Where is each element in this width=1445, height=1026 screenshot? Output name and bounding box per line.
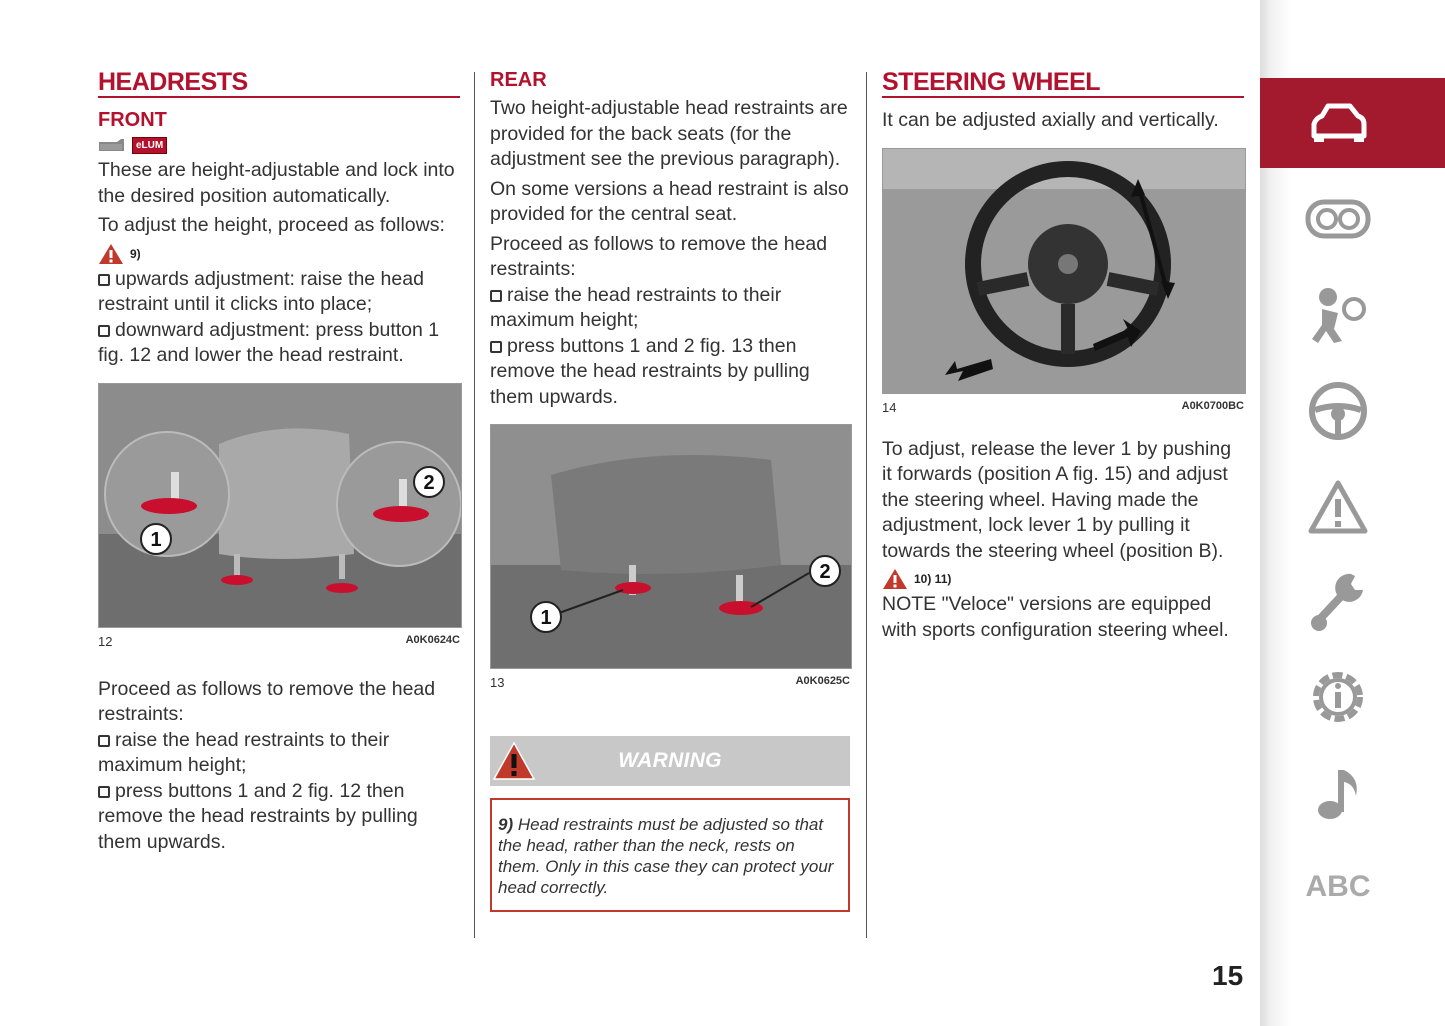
- figure-caption: [882, 400, 1244, 415]
- warning-body: [490, 798, 850, 912]
- headrest-illustration: [99, 384, 461, 627]
- section-title-headrests: HEADRESTS: [98, 68, 460, 98]
- list-item-text: downward adjustment: press button 1 fig. 12 and lower the head restraint.: [98, 318, 440, 366]
- airbag-icon[interactable]: [1300, 280, 1376, 350]
- fig-label-2: 2: [819, 561, 831, 583]
- fig-label-2: 2: [423, 471, 435, 494]
- figure-caption: [98, 634, 460, 649]
- paragraph: On some versions a head restraint is also provided for the central seat.: [490, 177, 849, 225]
- checkbox-bullet-icon: [490, 341, 502, 353]
- paragraph: To adjust the height, proceed as follows:: [98, 214, 445, 236]
- music-note-icon[interactable]: [1300, 758, 1376, 828]
- hand-pointer-icon: [98, 136, 128, 154]
- checkbox-bullet-icon: [490, 290, 502, 302]
- list-item: [98, 318, 460, 369]
- figure-12-image: [98, 383, 462, 628]
- list-item-text: raise the head restraints to their maximum height;: [98, 728, 390, 776]
- checkbox-bullet-icon: [98, 786, 110, 798]
- dashboard-icon[interactable]: [1300, 184, 1376, 254]
- section-title-steering-wheel: STEERING WHEEL: [882, 68, 1244, 98]
- list-item-text: upwards adjustment: raise the head restraint until it clicks into place;: [98, 267, 424, 315]
- warning-triangle-icon[interactable]: [1300, 472, 1376, 542]
- figure-13-image: [490, 424, 852, 669]
- checkbox-bullet-icon: [98, 735, 110, 747]
- warning-header: [490, 736, 850, 786]
- list-item-text: press buttons 1 and 2 fig. 13 then remove the head restraints by pulling them upwards.: [490, 334, 810, 408]
- checkbox-bullet-icon: [98, 274, 110, 286]
- list-item-text: raise the head restraints to their maximum height;: [490, 283, 782, 331]
- warning-reference: [882, 568, 1244, 590]
- steering-column: [882, 68, 1244, 647]
- elum-indicator: [98, 136, 460, 154]
- list-item: [98, 779, 460, 856]
- rear-headrest-illustration: [491, 425, 851, 668]
- list-item: [490, 283, 850, 334]
- car-icon[interactable]: [1300, 88, 1376, 158]
- paragraph: Proceed as follows to remove the head restraints:: [98, 677, 436, 725]
- elum-badge: eLUM: [132, 137, 167, 154]
- figure-number: 13: [490, 675, 505, 690]
- rear-column: [490, 68, 850, 912]
- paragraph: Two height-adjustable head restraints are provided for the back seats (for the adjustment see the previous paragraph).: [490, 97, 848, 170]
- warning-triangle-icon: [492, 741, 536, 781]
- steering-wheel-icon[interactable]: [1300, 376, 1376, 446]
- fig-label-1: 1: [540, 607, 552, 629]
- note-paragraph: NOTE "Veloce" versions are equipped with sports configuration steering wheel.: [882, 593, 1229, 641]
- list-item: [98, 267, 460, 318]
- checkbox-bullet-icon: [98, 325, 110, 337]
- paragraph: To adjust, release the lever 1 by pushing it forwards (position A fig. 15) and adjust the steering wheel. Having made the adjustment, lock lever 1 by pulling it towards the steering wheel (position B).: [882, 437, 1232, 562]
- fig-label-1: 1: [150, 528, 162, 551]
- page-number: 15: [1212, 960, 1244, 991]
- warning-text: Head restraints must be adjusted so that the head, rather than the neck, rests on them. Only in this case they can protect your head correctly.: [498, 815, 834, 897]
- figure-code: A0K0624C: [405, 633, 460, 646]
- figure-code: A0K0700BC: [1181, 399, 1244, 412]
- figure-caption: [490, 675, 850, 690]
- paragraph: Proceed as follows to remove the head restraints:: [490, 232, 828, 280]
- subsection-title-rear: REAR: [490, 69, 547, 91]
- info-gear-icon[interactable]: [1300, 662, 1376, 732]
- paragraph: These are height-adjustable and lock into the desired position automatically.: [98, 159, 455, 207]
- abc-label: ABC: [1305, 870, 1371, 903]
- warning-ref-text: 9): [130, 246, 141, 261]
- warning-ref-text: 10) 11): [914, 572, 952, 586]
- column-divider: [866, 72, 867, 938]
- figure-code: A0K0625C: [795, 675, 850, 687]
- wrench-icon[interactable]: [1300, 566, 1376, 636]
- list-item: [98, 728, 460, 779]
- abc-index-tab[interactable]: [1300, 852, 1376, 922]
- list-item: [490, 334, 850, 411]
- subsection-title-front: FRONT: [98, 109, 167, 131]
- figure-number: 14: [882, 399, 897, 415]
- column-divider: [474, 72, 475, 938]
- warning-label: WARNING: [618, 749, 722, 772]
- warning-triangle-icon: [98, 243, 124, 265]
- warning-ref: 9): [498, 815, 514, 834]
- paragraph: It can be adjusted axially and vertically.: [882, 109, 1219, 131]
- headrests-column: [98, 68, 460, 859]
- steering-wheel-illustration: [883, 149, 1245, 393]
- figure-number: 12: [98, 633, 113, 649]
- figure-14-image: [882, 148, 1246, 394]
- warning-reference: [98, 243, 460, 265]
- list-item-text: press buttons 1 and 2 fig. 12 then remove the head restraints by pulling them upwards.: [98, 779, 418, 853]
- warning-triangle-icon: [882, 568, 908, 590]
